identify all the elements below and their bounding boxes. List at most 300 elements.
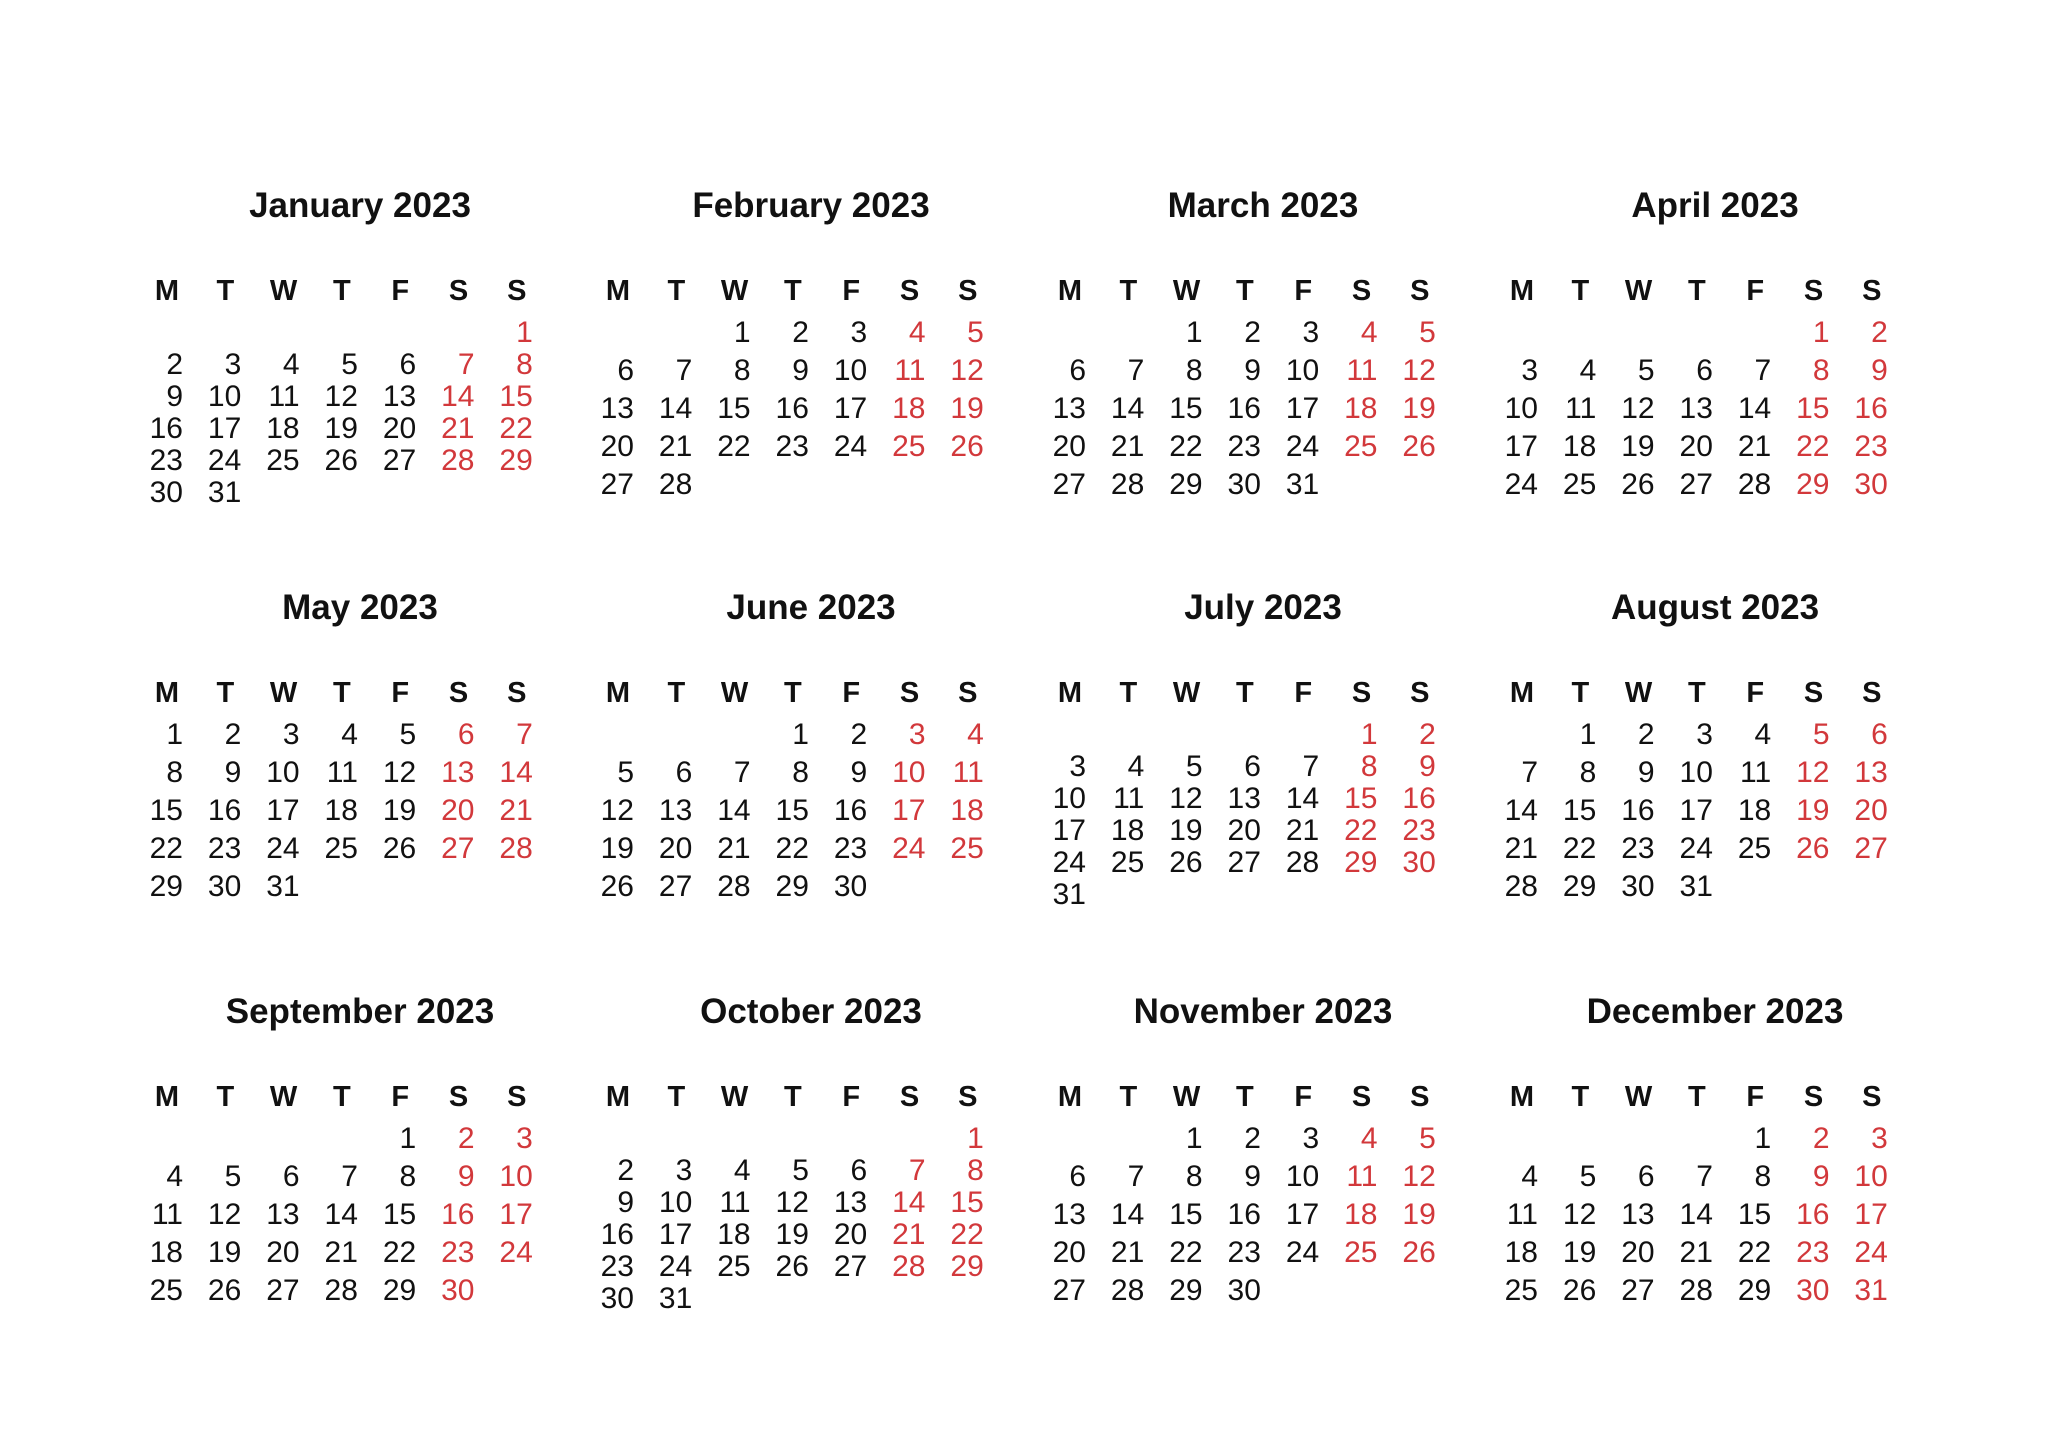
day: 13 [1052, 1198, 1086, 1231]
day: 15 [775, 794, 809, 827]
day: 24 [1504, 468, 1538, 501]
day: 25 [266, 444, 300, 477]
weekday-header: S [507, 1081, 527, 1113]
day: 6 [1244, 750, 1261, 783]
day: 31 [1052, 878, 1086, 911]
day: 8 [1754, 1160, 1772, 1193]
weekday-header: F [1294, 275, 1313, 307]
day: 19 [1621, 430, 1655, 463]
weekend-day: 9 [1812, 1160, 1830, 1193]
day: 4 [341, 718, 358, 751]
day: 4 [733, 1154, 751, 1187]
weekend-day: 8 [967, 1154, 984, 1187]
day: 14 [1679, 1198, 1713, 1231]
weekday-header: T [216, 275, 235, 307]
day: 10 [1504, 392, 1538, 425]
day: 13 [1052, 392, 1086, 425]
weekday-header: S [958, 677, 978, 709]
weekend-day: 23 [1402, 814, 1436, 847]
day: 7 [1127, 354, 1145, 387]
day: 14 [658, 392, 693, 425]
day: 28 [1679, 1274, 1713, 1307]
weekend-day: 25 [950, 832, 984, 865]
weekend-day: 9 [1419, 750, 1436, 783]
day: 7 [675, 354, 693, 387]
day: 14 [1110, 1198, 1145, 1231]
day: 3 [224, 348, 242, 381]
weekend-day: 9 [457, 1160, 475, 1193]
day: 27 [1052, 468, 1086, 501]
day: 5 [1185, 750, 1203, 783]
day: 24 [207, 444, 242, 477]
weekday-header: S [1351, 275, 1372, 307]
weekend-day: 22 [1344, 814, 1378, 847]
day: 20 [1621, 1236, 1655, 1269]
weekday-header: S [1803, 275, 1824, 307]
day: 19 [324, 412, 358, 445]
weekend-day: 22 [1796, 430, 1830, 463]
day: 18 [1504, 1236, 1538, 1269]
day: 23 [1621, 832, 1655, 865]
day: 26 [775, 1250, 809, 1283]
day: 26 [1562, 1274, 1597, 1307]
day: 5 [399, 718, 417, 751]
day: 28 [658, 468, 693, 501]
weekend-day: 26 [1402, 430, 1436, 463]
day: 25 [1737, 832, 1772, 865]
weekend-day: 24 [1854, 1236, 1888, 1269]
day: 15 [1737, 1198, 1772, 1231]
day: 5 [617, 756, 634, 789]
day: 28 [1737, 468, 1772, 501]
day: 5 [341, 348, 358, 381]
weekday-header: T [333, 677, 351, 709]
day: 11 [1113, 782, 1145, 815]
day: 5 [1637, 354, 1655, 387]
day: 17 [1504, 430, 1538, 463]
weekend-day: 25 [1344, 430, 1378, 463]
weekday-header: T [784, 275, 802, 307]
day: 31 [1679, 870, 1713, 903]
day: 11 [1565, 392, 1597, 425]
day: 1 [1185, 316, 1203, 349]
weekday-header: S [958, 275, 978, 307]
day: 30 [1227, 468, 1261, 501]
day: 22 [1169, 430, 1203, 463]
day: 25 [1504, 1274, 1538, 1307]
weekday-header: S [1410, 677, 1430, 709]
weekend-day: 16 [1402, 782, 1436, 815]
day: 25 [149, 1274, 183, 1307]
weekday-header: F [391, 1081, 410, 1113]
day: 9 [224, 756, 242, 789]
day: 23 [775, 430, 809, 463]
day: 10 [1052, 782, 1086, 815]
weekday-header: M [154, 275, 180, 307]
weekday-header: T [1571, 1081, 1590, 1113]
weekend-day: 23 [1854, 430, 1888, 463]
day: 8 [1185, 1160, 1203, 1193]
weekday-header: F [1746, 677, 1765, 709]
weekend-day: 10 [892, 756, 926, 789]
day: 23 [833, 832, 868, 865]
weekend-day: 26 [1402, 1236, 1436, 1269]
day: 21 [324, 1236, 358, 1269]
day: 2 [617, 1154, 634, 1187]
weekend-day: 17 [1854, 1198, 1888, 1231]
day: 27 [1679, 468, 1713, 501]
day: 17 [1285, 1198, 1320, 1231]
weekday-header: T [784, 677, 802, 709]
day: 26 [324, 444, 358, 477]
weekday-header: S [899, 275, 920, 307]
day: 1 [399, 1122, 417, 1155]
day: 20 [600, 430, 634, 463]
day: 16 [1227, 392, 1261, 425]
weekend-day: 20 [441, 794, 475, 827]
weekday-header: S [1351, 677, 1372, 709]
day: 31 [1285, 468, 1320, 501]
weekend-day: 4 [1360, 1122, 1378, 1155]
month-title: November 2023 [1133, 992, 1393, 1031]
day: 28 [324, 1274, 358, 1307]
weekday-header: F [1294, 677, 1313, 709]
month-title: December 2023 [1586, 992, 1844, 1031]
day: 14 [1737, 392, 1772, 425]
weekday-header: T [1571, 275, 1590, 307]
weekend-day: 8 [516, 348, 533, 381]
day: 1 [1185, 1122, 1203, 1155]
weekday-header: T [667, 1081, 686, 1113]
weekday-header: W [1624, 677, 1653, 709]
weekday-header: W [269, 275, 298, 307]
weekday-header: W [720, 1081, 749, 1113]
weekend-day: 10 [499, 1160, 533, 1193]
weekend-day: 15 [1344, 782, 1378, 815]
day: 24 [1679, 832, 1713, 865]
day: 4 [1521, 1160, 1538, 1193]
day: 16 [775, 392, 809, 425]
weekend-day: 21 [892, 1218, 926, 1251]
weekend-day: 14 [499, 756, 533, 789]
weekend-day: 15 [1796, 392, 1830, 425]
day: 4 [1579, 354, 1597, 387]
weekend-day: 3 [1871, 1122, 1888, 1155]
day: 31 [658, 1282, 693, 1315]
day: 15 [1169, 392, 1203, 425]
day: 20 [266, 1236, 300, 1269]
day: 27 [1621, 1274, 1655, 1307]
day: 14 [1285, 782, 1320, 815]
month-title: March 2023 [1167, 186, 1359, 225]
day: 4 [166, 1160, 183, 1193]
day: 15 [1562, 794, 1597, 827]
day: 29 [149, 870, 183, 903]
day: 12 [1621, 392, 1655, 425]
day: 1 [1579, 718, 1597, 751]
day: 23 [149, 444, 183, 477]
weekend-day: 30 [1796, 1274, 1830, 1307]
weekend-day: 17 [892, 794, 926, 827]
day: 14 [1504, 794, 1538, 827]
weekend-day: 19 [1402, 392, 1436, 425]
day: 13 [1621, 1198, 1655, 1231]
weekend-day: 25 [1344, 1236, 1378, 1269]
weekday-header: W [720, 677, 749, 709]
day: 22 [1562, 832, 1597, 865]
weekend-day: 26 [950, 430, 984, 463]
day: 11 [326, 756, 358, 789]
weekday-header: S [899, 1081, 920, 1113]
day: 7 [733, 756, 751, 789]
weekend-day: 24 [892, 832, 926, 865]
day: 9 [1637, 756, 1655, 789]
day: 22 [149, 832, 183, 865]
day: 28 [1110, 468, 1145, 501]
day: 26 [600, 870, 634, 903]
day: 3 [1302, 1122, 1320, 1155]
weekend-day: 22 [499, 412, 533, 445]
weekend-day: 11 [1346, 354, 1378, 387]
day: 7 [1521, 756, 1538, 789]
weekend-day: 13 [1854, 756, 1888, 789]
day: 30 [207, 870, 242, 903]
day: 7 [341, 1160, 358, 1193]
weekday-header: T [1688, 275, 1706, 307]
weekend-day: 18 [1344, 1198, 1378, 1231]
weekend-day: 6 [1871, 718, 1888, 751]
day: 15 [382, 1198, 417, 1231]
month-title: May 2023 [282, 588, 438, 627]
weekday-header: M [1057, 677, 1083, 709]
day: 12 [382, 756, 417, 789]
day: 10 [833, 354, 868, 387]
weekday-header: M [1057, 1081, 1083, 1113]
day: 16 [1621, 794, 1655, 827]
day: 18 [324, 794, 358, 827]
day: 24 [1285, 430, 1320, 463]
day: 24 [833, 430, 868, 463]
day: 22 [1737, 1236, 1772, 1269]
day: 21 [1110, 430, 1145, 463]
weekday-header: T [333, 1081, 351, 1113]
weekend-day: 5 [1812, 718, 1830, 751]
day: 9 [1244, 354, 1261, 387]
weekday-header: F [1746, 275, 1765, 307]
weekday-header: W [269, 1081, 298, 1113]
day: 9 [166, 380, 183, 413]
weekday-header: T [1236, 1081, 1254, 1113]
day: 4 [282, 348, 300, 381]
day: 29 [1169, 1274, 1203, 1307]
day: 26 [382, 832, 417, 865]
day: 7 [1754, 354, 1772, 387]
day: 17 [1052, 814, 1086, 847]
weekend-day: 16 [1854, 392, 1888, 425]
day: 1 [166, 718, 183, 751]
weekend-day: 16 [441, 1198, 475, 1231]
weekday-header: T [216, 1081, 235, 1113]
day: 2 [166, 348, 183, 381]
day: 20 [1679, 430, 1713, 463]
weekday-header: M [1057, 275, 1083, 307]
day: 29 [775, 870, 809, 903]
weekend-day: 11 [1346, 1160, 1378, 1193]
day: 14 [1110, 392, 1145, 425]
day: 14 [324, 1198, 358, 1231]
day: 2 [850, 718, 868, 751]
day: 30 [833, 870, 868, 903]
day: 24 [1052, 846, 1086, 879]
day: 7 [1127, 1160, 1145, 1193]
day: 29 [382, 1274, 417, 1307]
day: 13 [1679, 392, 1713, 425]
day: 27 [266, 1274, 300, 1307]
weekday-header: S [1862, 1081, 1882, 1113]
weekend-day: 21 [499, 794, 533, 827]
day: 13 [600, 392, 634, 425]
day: 18 [266, 412, 300, 445]
day: 6 [1069, 354, 1086, 387]
day: 26 [207, 1274, 242, 1307]
day: 22 [775, 832, 809, 865]
weekday-header: F [1746, 1081, 1765, 1113]
day: 1 [733, 316, 751, 349]
day: 8 [1185, 354, 1203, 387]
day: 12 [207, 1198, 242, 1231]
weekday-header: M [154, 677, 180, 709]
weekday-header: S [1803, 1081, 1824, 1113]
day: 28 [717, 870, 751, 903]
day: 11 [268, 380, 300, 413]
weekend-day: 11 [894, 354, 926, 387]
weekday-header: W [269, 677, 298, 709]
weekend-day: 29 [499, 444, 533, 477]
weekend-day: 5 [1419, 316, 1436, 349]
weekend-day: 30 [441, 1274, 475, 1307]
day: 11 [151, 1198, 183, 1231]
weekend-day: 11 [952, 756, 984, 789]
day: 26 [1169, 846, 1203, 879]
day: 11 [1506, 1198, 1538, 1231]
day: 10 [1679, 756, 1713, 789]
day: 13 [266, 1198, 300, 1231]
day: 20 [658, 832, 693, 865]
day: 30 [1227, 1274, 1261, 1307]
weekday-header: W [1172, 677, 1201, 709]
weekend-day: 18 [892, 392, 926, 425]
day: 25 [717, 1250, 751, 1283]
day: 17 [1285, 392, 1320, 425]
month-title: April 2023 [1631, 186, 1799, 225]
day: 8 [792, 756, 809, 789]
weekday-header: W [1172, 1081, 1201, 1113]
day: 5 [224, 1160, 242, 1193]
weekend-day: 30 [1402, 846, 1436, 879]
weekend-day: 18 [1344, 392, 1378, 425]
weekend-day: 23 [441, 1236, 475, 1269]
day: 27 [600, 468, 634, 501]
day: 25 [1110, 846, 1145, 879]
day: 6 [617, 354, 634, 387]
day: 18 [1110, 814, 1145, 847]
weekend-day: 15 [950, 1186, 984, 1219]
day: 21 [1110, 1236, 1145, 1269]
weekend-day: 26 [1796, 832, 1830, 865]
day: 2 [1244, 316, 1261, 349]
weekend-day: 8 [1812, 354, 1830, 387]
day: 12 [1562, 1198, 1597, 1231]
day: 10 [658, 1186, 693, 1219]
weekend-day: 17 [499, 1198, 533, 1231]
day: 2 [224, 718, 242, 751]
weekend-day: 12 [1402, 1160, 1436, 1193]
day: 23 [1227, 1236, 1261, 1269]
day: 10 [266, 756, 300, 789]
weekend-day: 12 [1796, 756, 1830, 789]
weekday-header: T [1236, 677, 1254, 709]
weekend-day: 21 [441, 412, 475, 445]
weekday-header: M [1509, 677, 1535, 709]
weekend-day: 14 [892, 1186, 926, 1219]
weekend-day: 29 [1344, 846, 1378, 879]
weekday-header: S [448, 275, 469, 307]
day: 10 [207, 380, 242, 413]
day: 26 [1621, 468, 1655, 501]
day: 13 [833, 1186, 868, 1219]
day: 3 [1069, 750, 1086, 783]
weekend-day: 22 [950, 1218, 984, 1251]
month-title: June 2023 [726, 588, 896, 627]
weekday-header: S [1410, 1081, 1430, 1113]
day: 18 [717, 1218, 751, 1251]
weekday-header: T [1688, 677, 1706, 709]
day: 20 [1227, 814, 1261, 847]
day: 3 [675, 1154, 693, 1187]
weekend-day: 27 [441, 832, 475, 865]
day: 6 [850, 1154, 868, 1187]
weekday-header: T [1236, 275, 1254, 307]
weekend-day: 2 [1419, 718, 1436, 751]
day: 12 [600, 794, 634, 827]
weekday-header: F [391, 275, 410, 307]
weekend-day: 4 [908, 316, 926, 349]
weekday-header: T [1119, 275, 1138, 307]
weekday-header: W [1172, 275, 1201, 307]
weekend-day: 10 [1854, 1160, 1888, 1193]
day: 16 [1227, 1198, 1261, 1231]
day: 14 [717, 794, 751, 827]
day: 29 [1737, 1274, 1772, 1307]
weekend-day: 19 [950, 392, 984, 425]
weekday-header: S [1862, 677, 1882, 709]
month-title: January 2023 [249, 186, 471, 225]
day: 15 [149, 794, 183, 827]
weekday-header: S [1410, 275, 1430, 307]
weekend-day: 7 [516, 718, 533, 751]
day: 23 [1227, 430, 1261, 463]
weekday-header: M [605, 275, 631, 307]
day: 16 [833, 794, 868, 827]
day: 22 [382, 1236, 417, 1269]
day: 31 [207, 476, 242, 509]
weekday-header: T [784, 1081, 802, 1113]
day: 27 [382, 444, 417, 477]
day: 7 [1302, 750, 1320, 783]
day: 25 [1562, 468, 1597, 501]
weekday-header: S [507, 275, 527, 307]
day: 3 [850, 316, 868, 349]
